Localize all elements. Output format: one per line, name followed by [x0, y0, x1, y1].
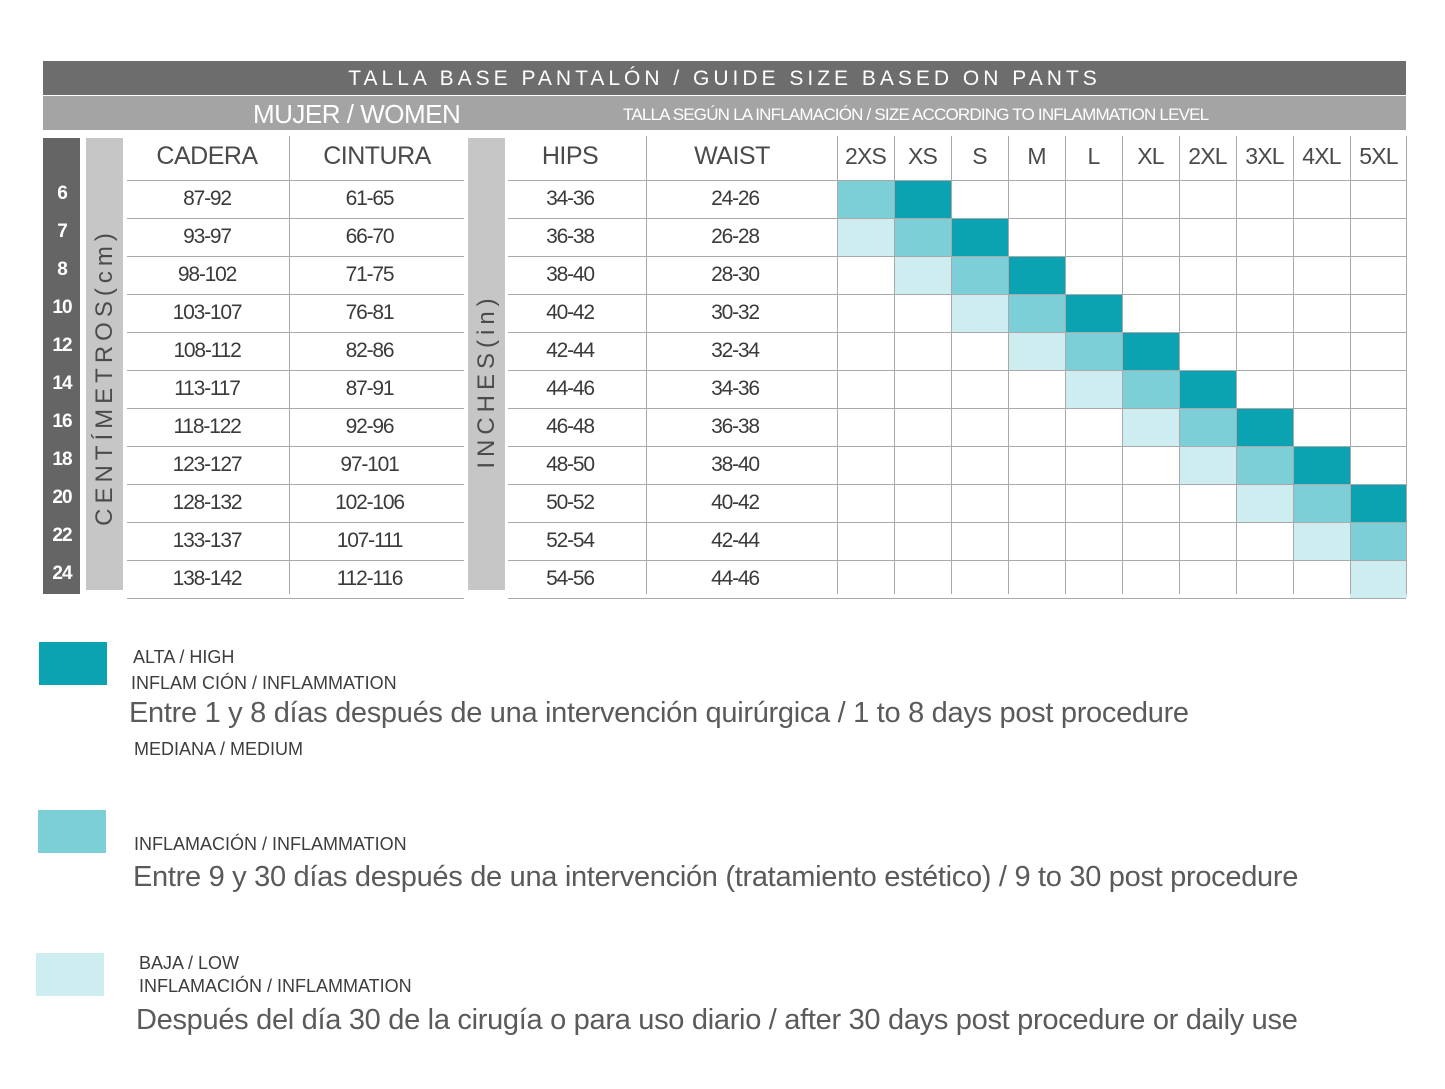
cintura-value: 66-70: [345, 225, 394, 248]
cadera-value: 128-132: [172, 491, 242, 514]
waist-value: 38-40: [711, 453, 759, 476]
inflammation-cell-medium: [1122, 370, 1179, 408]
cintura-value: 97-101: [340, 453, 399, 476]
legend-high-line2: INFLAM CIÓN / INFLAMMATION: [131, 673, 397, 693]
size-header: L: [1087, 143, 1100, 169]
grid-line: [1008, 136, 1009, 594]
hips-value: 34-36: [546, 187, 594, 210]
hips-value: 46-48: [546, 415, 594, 438]
hips-value: 54-56: [546, 567, 594, 590]
inflammation-cell-medium: [1179, 408, 1236, 446]
hips-value: 48-50: [546, 453, 594, 476]
cadera-value: 93-97: [183, 225, 231, 248]
cadera-value: 103-107: [172, 301, 242, 324]
legend-high-desc: Entre 1 y 8 días después de una intervención quirúrgica / 1 to 8 days post procedure: [129, 697, 1189, 729]
cintura-value: 107-111: [336, 529, 403, 552]
cadera-value: 118-122: [173, 415, 241, 438]
size-header: 5XL: [1359, 143, 1398, 169]
grid-line: [1293, 136, 1294, 594]
waist-value: 34-36: [711, 377, 759, 400]
inflammation-cell-high: [951, 218, 1008, 256]
grid-line: [508, 218, 1406, 219]
size-number: 8: [57, 259, 67, 280]
inflammation-cell-low: [837, 218, 894, 256]
subtitle-banner: [43, 96, 1406, 130]
grid-line: [1065, 136, 1066, 594]
legend-swatch-high: [39, 642, 107, 685]
header-cintura: CINTURA: [323, 142, 431, 170]
subtitle-inflammation: TALLA SEGÚN LA INFLAMACIÓN / SIZE ACCORDING TO INFLAMMATION LEVEL: [623, 105, 1209, 124]
waist-value: 32-34: [711, 339, 759, 362]
inflammation-cell-high: [1122, 332, 1179, 370]
inflammation-cell-high: [1065, 294, 1122, 332]
legend-medium-desc: Entre 9 y 30 días después de una intervención (tratamiento estético) / 9 to 30 post procedure: [133, 861, 1299, 893]
waist-value: 44-46: [711, 567, 759, 590]
grid-line: [508, 560, 1406, 561]
grid-line: [508, 180, 1406, 181]
cadera-value: 113-117: [174, 377, 240, 400]
centimeters-label: CENTÍMETROS(cm): [91, 228, 118, 526]
inflammation-cell-medium: [894, 218, 951, 256]
hips-value: 40-42: [546, 301, 594, 324]
grid-line: [508, 256, 1406, 257]
size-header: S: [972, 143, 987, 169]
grid-line: [837, 136, 838, 594]
grid-line: [289, 136, 290, 594]
legend-swatch-low: [36, 953, 104, 996]
grid-line: [1350, 136, 1351, 594]
grid-line: [508, 598, 1406, 599]
grid-line: [894, 136, 895, 594]
legend-low-desc: Después del día 30 de la cirugía o para uso diario / after 30 days post procedure or daily use: [136, 1004, 1298, 1036]
cintura-value: 112-116: [336, 567, 403, 590]
inflammation-cell-medium: [1065, 332, 1122, 370]
inflammation-cell-medium: [1293, 484, 1350, 522]
inches-label: INCHES(in): [473, 293, 500, 469]
cadera-value: 87-92: [183, 187, 231, 210]
cintura-value: 92-96: [345, 415, 394, 438]
cintura-value: 71-75: [345, 263, 394, 286]
subtitle-women: MUJER / WOMEN: [253, 99, 461, 129]
hips-value: 38-40: [546, 263, 594, 286]
legend-swatch-medium: [38, 810, 106, 853]
inflammation-cell-medium: [837, 180, 894, 218]
chart-title-banner: TALLA BASE PANTALÓN / GUIDE SIZE BASED ON PANTS: [43, 61, 1406, 95]
size-number: 7: [57, 221, 67, 242]
cadera-value: 98-102: [177, 263, 237, 286]
grid-line: [1406, 136, 1407, 594]
inflammation-cell-low: [1122, 408, 1179, 446]
grid-line: [508, 370, 1406, 371]
inflammation-cell-high: [894, 180, 951, 218]
cadera-value: 108-112: [173, 339, 241, 362]
inflammation-cell-high: [1350, 484, 1407, 522]
legend-high-line1: ALTA / HIGH: [133, 647, 235, 667]
grid-line: [1236, 136, 1237, 594]
size-number: 14: [52, 373, 72, 394]
waist-value: 28-30: [711, 263, 759, 286]
cadera-value: 133-137: [172, 529, 242, 552]
hips-value: 42-44: [546, 339, 594, 362]
header-cadera: CADERA: [156, 142, 258, 170]
cadera-value: 138-142: [172, 567, 242, 590]
size-number: 18: [52, 449, 72, 470]
grid-line: [508, 446, 1406, 447]
grid-line: [127, 598, 464, 599]
cintura-value: 76-81: [345, 301, 394, 324]
inflammation-cell-high: [1179, 370, 1236, 408]
inflammation-cell-high: [1293, 446, 1350, 484]
hips-value: 50-52: [546, 491, 594, 514]
grid-line: [508, 332, 1406, 333]
waist-value: 26-28: [711, 225, 759, 248]
grid-line: [508, 484, 1406, 485]
inflammation-cell-low: [951, 294, 1008, 332]
inflammation-cell-medium: [951, 256, 1008, 294]
inflammation-cell-medium: [1236, 446, 1293, 484]
inflammation-cell-low: [1065, 370, 1122, 408]
inflammation-cell-medium: [1350, 522, 1407, 560]
size-header: M: [1027, 143, 1046, 169]
size-number: 24: [52, 563, 72, 584]
legend-medium-line1: MEDIANA / MEDIUM: [134, 739, 304, 759]
grid-line: [508, 522, 1406, 523]
size-header: 3XL: [1245, 143, 1284, 169]
inflammation-cell-high: [1236, 408, 1293, 446]
inflammation-cell-low: [1236, 484, 1293, 522]
inflammation-cell-high: [1008, 256, 1065, 294]
hips-value: 36-38: [546, 225, 594, 248]
size-header: 2XL: [1188, 143, 1227, 169]
size-header: 4XL: [1302, 143, 1341, 169]
cadera-value: 123-127: [172, 453, 242, 476]
size-number: 20: [52, 487, 72, 508]
legend-medium-line2: INFLAMACIÓN / INFLAMMATION: [134, 834, 407, 854]
inflammation-cell-low: [1179, 446, 1236, 484]
size-number: 16: [52, 411, 72, 432]
legend-low-line2: INFLAMACIÓN / INFLAMMATION: [139, 976, 412, 996]
size-number: 6: [57, 183, 67, 204]
cintura-value: 102-106: [335, 491, 404, 514]
size-number: 10: [52, 297, 72, 318]
inflammation-cell-low: [1293, 522, 1350, 560]
inflammation-cell-low: [1008, 332, 1065, 370]
waist-value: 36-38: [711, 415, 759, 438]
waist-value: 30-32: [711, 301, 759, 324]
size-number: 12: [52, 335, 72, 356]
waist-value: 24-26: [711, 187, 759, 210]
grid-line: [951, 136, 952, 594]
cintura-value: 61-65: [345, 187, 394, 210]
grid-line: [1179, 136, 1180, 594]
legend-low-line1: BAJA / LOW: [139, 953, 240, 973]
waist-value: 40-42: [711, 491, 759, 514]
size-header: 2XS: [844, 143, 887, 169]
grid-line: [508, 294, 1406, 295]
cintura-value: 87-91: [345, 377, 394, 400]
cintura-value: 82-86: [345, 339, 394, 362]
inflammation-cell-medium: [1008, 294, 1065, 332]
header-waist: WAIST: [694, 142, 770, 170]
size-header: XS: [907, 143, 938, 169]
waist-value: 42-44: [711, 529, 759, 552]
grid-line: [508, 408, 1406, 409]
hips-value: 44-46: [546, 377, 594, 400]
inflammation-cell-low: [894, 256, 951, 294]
grid-line: [1122, 136, 1123, 594]
inflammation-cell-low: [1350, 560, 1407, 598]
size-number: 22: [52, 525, 72, 546]
hips-value: 52-54: [546, 529, 594, 552]
header-hips: HIPS: [541, 142, 599, 170]
size-header: XL: [1137, 143, 1164, 169]
